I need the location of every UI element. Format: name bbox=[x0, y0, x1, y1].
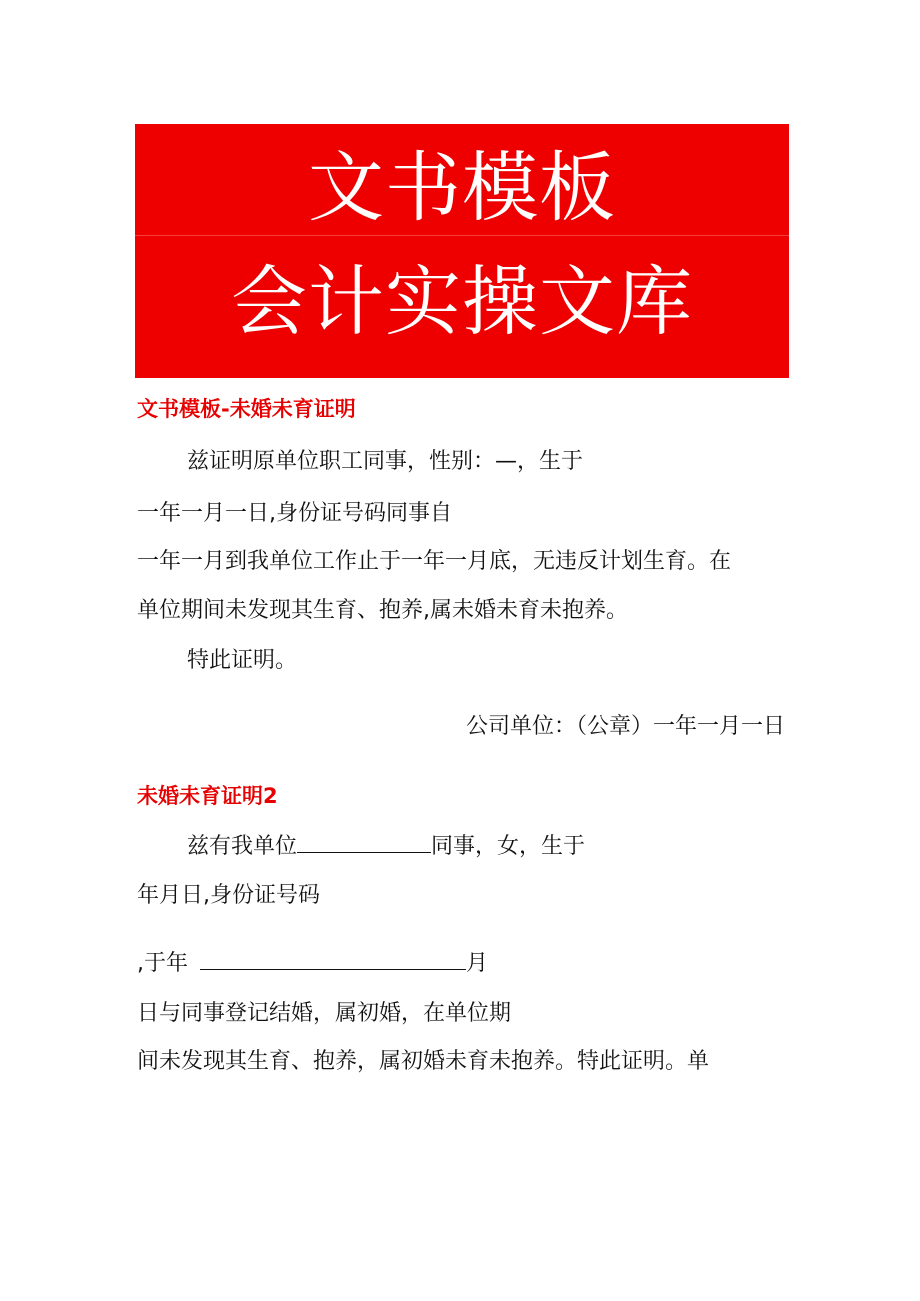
section2-p1-prefix: 兹有我单位 bbox=[187, 834, 298, 859]
section2-p3-prefix: ,于年 bbox=[137, 951, 188, 976]
section1-paragraph-5: 特此证明。 bbox=[187, 648, 298, 673]
section1-paragraph-4: 单位期间未发现其生育、抱养,属未婚未育未抱养。 bbox=[137, 598, 628, 623]
section1-paragraph-3: 一年一月到我单位工作止于一年一月底，无违反计划生育。在 bbox=[137, 549, 732, 574]
section2-paragraph-2: 年月日,身份证号码 bbox=[137, 883, 320, 908]
banner-title-line2: 会计实操文库 bbox=[231, 257, 693, 346]
banner-title-line1: 文书模板 bbox=[308, 143, 616, 232]
section2-p3-suffix: 月 bbox=[466, 951, 489, 976]
section2-paragraph-3 bbox=[137, 951, 488, 975]
section2-p1-suffix: 同事，女，生于 bbox=[431, 834, 586, 859]
banner-divider bbox=[135, 235, 789, 236]
section1-paragraph-2: 一年一月一日,身份证号码同事自 bbox=[137, 501, 452, 526]
section2-paragraph-5: 间未发现其生育、抱养，属初婚未育未抱养。特此证明。单 bbox=[137, 1049, 710, 1074]
section2-paragraph-1 bbox=[187, 834, 585, 858]
section1-signature: 公司单位：（公章）一年一月一日 bbox=[465, 714, 785, 739]
section1-title: 文书模板-未婚未育证明 bbox=[137, 397, 356, 421]
section2-title: 未婚未育证明2 bbox=[137, 784, 278, 808]
section2-paragraph-4: 日与同事登记结婚，属初婚，在单位期 bbox=[137, 1001, 512, 1026]
section1-paragraph-1: 兹证明原单位职工同事，性别：—，生于 bbox=[187, 449, 584, 474]
title-banner bbox=[135, 124, 789, 378]
blank-line-name bbox=[297, 834, 431, 853]
blank-line-year bbox=[200, 951, 466, 970]
